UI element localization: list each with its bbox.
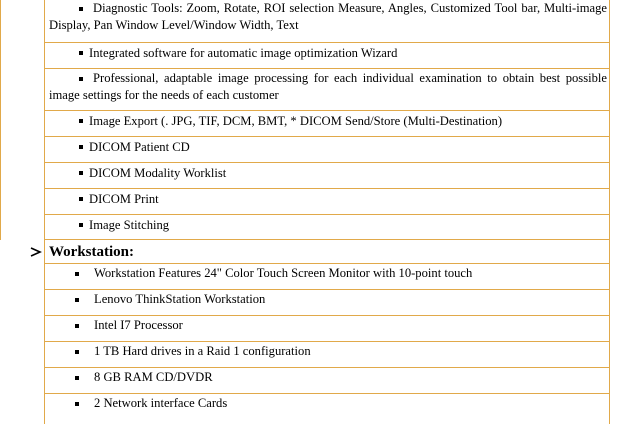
table-outer-left-border [0, 0, 1, 240]
bullet-icon [75, 376, 79, 380]
table-row [45, 0, 609, 43]
bullet-icon [75, 402, 79, 406]
workstation-item-text: Lenovo ThinkStation Workstation [94, 292, 266, 306]
bullet-icon [75, 272, 79, 276]
feature-text: Integrated software for automatic image optimization Wizard [89, 46, 398, 60]
software-features-table [44, 0, 610, 424]
table-row [45, 316, 609, 342]
feature-text: Image Stitching [89, 218, 170, 232]
workstation-item-text: 8 GB RAM CD/DVDR [94, 370, 213, 384]
workstation-item-text: 1 TB Hard drives in a Raid 1 configuration [94, 344, 311, 358]
bullet-icon [79, 197, 83, 201]
table-row [45, 189, 609, 215]
section-bottom-border [44, 263, 610, 264]
bullet-icon [75, 324, 79, 328]
table-row [45, 394, 609, 424]
bullet-icon [79, 119, 83, 123]
feature-text: Professional, adaptable image processing for each individual examination to obtain best possible image settings for the needs of each customer [49, 71, 607, 102]
feature-text: Diagnostic Tools: Zoom, Rotate, ROI selection Measure, Angles, Customized Tool bar, Multi-image Display, Pan Window Level/Window Width, Text [49, 1, 607, 32]
workstation-item-text: Workstation Features 24" Color Touch Screen Monitor with 10-point touch [94, 266, 473, 280]
section-left-border [44, 240, 45, 264]
table-row [45, 69, 609, 111]
section-right-border [609, 240, 610, 264]
table-row [45, 163, 609, 189]
section-title: Workstation: [49, 244, 135, 260]
workstation-item-text: 2 Network interface Cards [94, 396, 228, 410]
table-row [45, 43, 609, 69]
bullet-icon [79, 145, 83, 149]
table-row [45, 264, 609, 290]
workstation-section-header [0, 240, 618, 264]
feature-text: DICOM Print [89, 192, 159, 206]
table-row [45, 137, 609, 163]
arrow-bullet-icon [30, 247, 42, 257]
table-row [45, 290, 609, 316]
feature-text: Image Export (. JPG, TIF, DCM, BMT, * DICOM Send/Store (Multi-Destination) [89, 114, 503, 128]
table-row [45, 342, 609, 368]
bullet-icon [75, 298, 79, 302]
table-row [45, 111, 609, 137]
table-row [45, 215, 609, 240]
feature-text: DICOM Modality Worklist [89, 166, 227, 180]
bullet-icon [75, 350, 79, 354]
bullet-icon [79, 223, 83, 227]
bullet-icon [79, 171, 83, 175]
table-row [45, 368, 609, 394]
workstation-item-text: Intel I7 Processor [94, 318, 183, 332]
feature-text: DICOM Patient CD [89, 140, 190, 154]
bullet-icon [79, 51, 83, 55]
